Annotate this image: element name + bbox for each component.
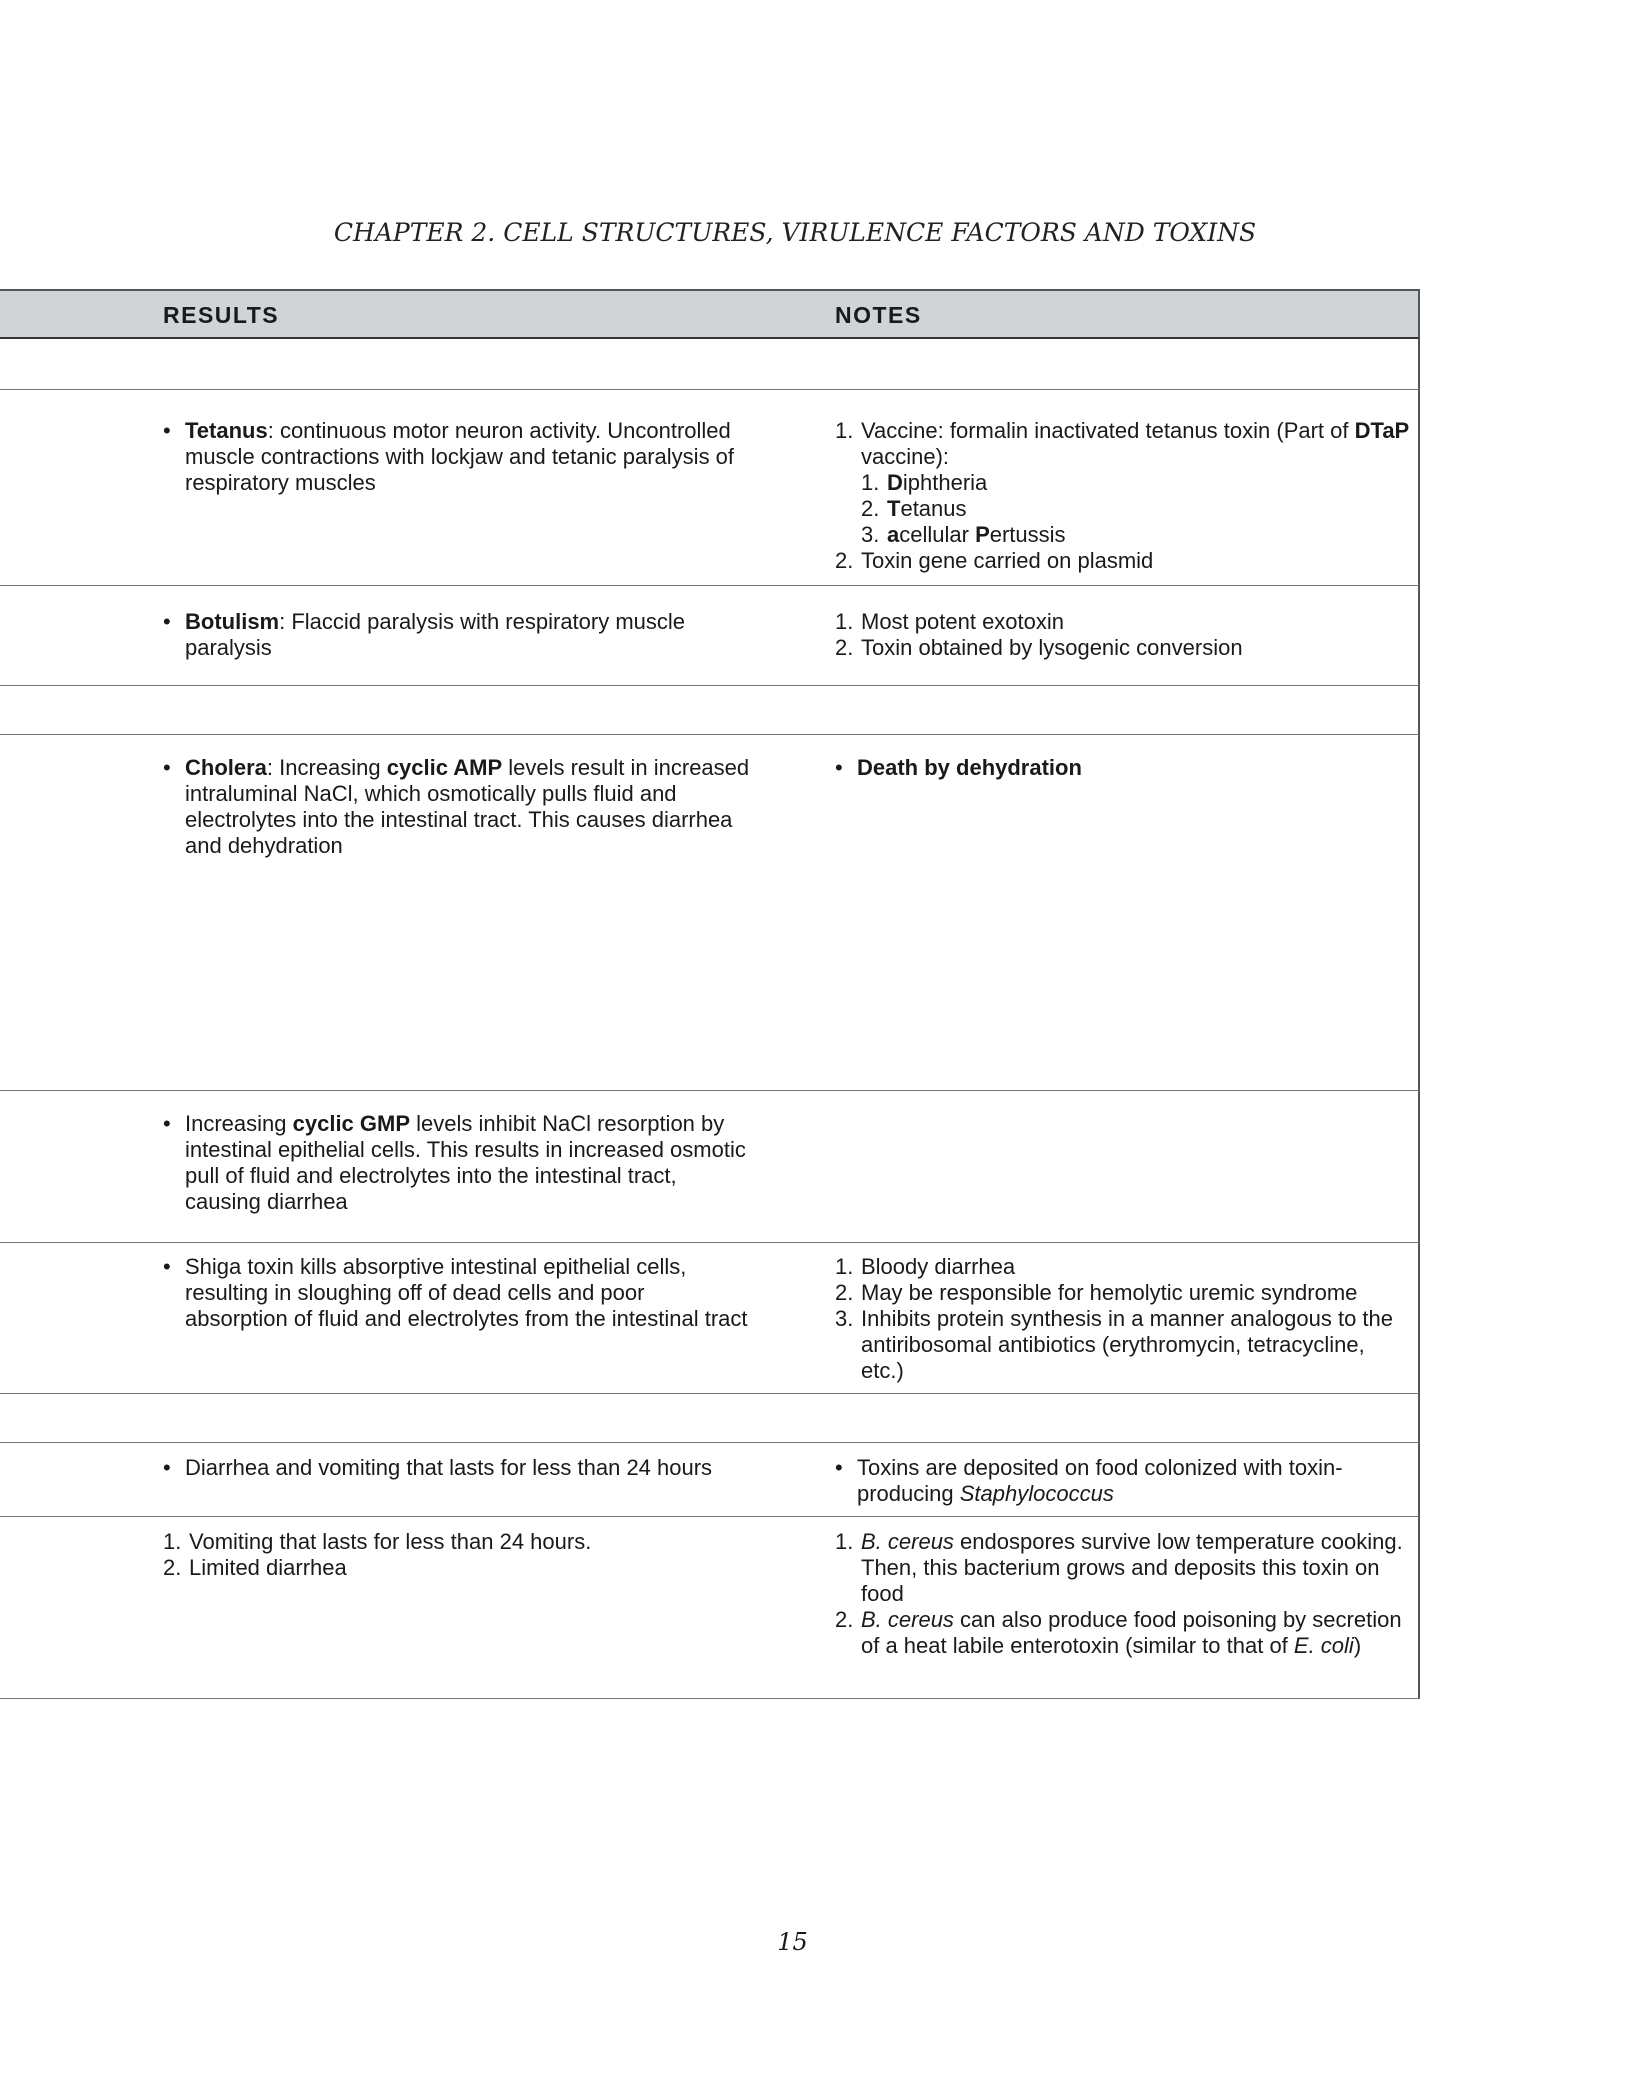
results-cell: • Increasing cyclic GMP levels inhibit NaCl resorption by intestinal epithelial cells. This results in increased osmotic pull of fluid and electrolytes into the intestinal tract, causing diarrhea xyxy=(163,1111,746,1214)
result-text: : continuous motor neuron activity. Uncontrolled muscle contractions with lockjaw and tetanic paralysis of respiratory muscles xyxy=(185,418,735,495)
note-text: Toxins are deposited on food colonized with toxin-producing xyxy=(857,1455,1343,1506)
vaccine-name: DTaP xyxy=(1354,418,1410,443)
result-text: Diarrhea and vomiting that lasts for less than 24 hours xyxy=(185,1455,713,1480)
column-header-notes: NOTES xyxy=(835,302,922,328)
letter: P xyxy=(975,522,990,547)
chapter-heading: CHAPTER 2. CELL STRUCTURES, VIRULENCE FACTORS AND TOXINS xyxy=(333,218,1257,247)
note-text: Vaccine: formalin inactivated tetanus toxin (Part of xyxy=(861,418,1355,443)
letter: T xyxy=(887,496,901,521)
notes-cell: 1. Bloody diarrhea 2. May be responsible for hemolytic uremic syndrome 3. Inhibits protein synthesis in a manner analogous to the antiribosomal antibiotics (erythromycin, tetracycline, etc.) xyxy=(835,1254,1410,1384)
result-text: Shiga toxin kills absorptive intestinal epithelial cells, resulting in sloughing off of dead cells and poor absorption of fluid and electrolytes from the intestinal tract xyxy=(185,1254,748,1331)
result-text: Increasing xyxy=(185,1111,293,1136)
notes-cell: • Toxins are deposited on food colonized with toxin-producing Staphylococcus xyxy=(835,1455,1343,1506)
note-text: May be responsible for hemolytic uremic syndrome xyxy=(861,1280,1358,1305)
result-text: Vomiting that lasts for less than 24 hours. xyxy=(189,1529,592,1554)
messenger-name: cyclic GMP xyxy=(292,1111,411,1136)
note-text: Death by dehydration xyxy=(857,755,1082,780)
toxin-table xyxy=(0,289,1420,1699)
organism-name: B. cereus xyxy=(861,1607,954,1632)
results-cell: • Shiga toxin kills absorptive intestinal epithelial cells, resulting in sloughing off of dead cells and poor absorption of fluid and electrolytes from the intestinal tract xyxy=(163,1254,753,1332)
note-text: Inhibits protein synthesis in a manner analogous to the antiribosomal antibiotics (erythromycin, tetracycline, etc.) xyxy=(861,1306,1393,1383)
table-header xyxy=(0,289,1420,339)
note-text: etanus xyxy=(900,496,967,521)
table-row-tetanus xyxy=(0,390,1420,586)
note-text: Toxin gene carried on plasmid xyxy=(861,548,1154,573)
page-number: 15 xyxy=(777,1928,808,1956)
notes-cell: 1. B. cereus endospores survive low temperature cooking. Then, this bacterium grows and deposits this toxin on food 2. B. cereus can also produce food poisoning by secretion of a heat labile enterotoxin (similar to that of E. coli) xyxy=(835,1529,1403,1658)
organism-name: Staphylococcus xyxy=(959,1481,1114,1506)
spacer-row xyxy=(0,339,1420,390)
bullet: • xyxy=(163,418,171,443)
disease-name: Tetanus xyxy=(185,418,268,443)
disease-name: Botulism xyxy=(185,609,280,634)
spacer-row xyxy=(0,1394,1420,1443)
letter: D xyxy=(887,470,903,495)
note-text: vaccine): xyxy=(861,444,950,469)
result-text: : Increasing xyxy=(266,755,387,780)
table-row-cereus xyxy=(0,1517,1420,1699)
table-row-cgmp xyxy=(0,1091,1420,1243)
result-text: levels result in increased intraluminal NaCl, which osmotically pulls fluid and electrolytes into the intestinal tract. This causes diarrhea and dehydration xyxy=(185,755,750,858)
note-text: Bloody diarrhea xyxy=(861,1254,1016,1279)
note-text: Toxin obtained by lysogenic conversion xyxy=(861,635,1243,660)
messenger-name: cyclic AMP xyxy=(386,755,503,780)
notes-cell: 1. Vaccine: formalin inactivated tetanus toxin (Part of DTaP vaccine): 1. Diphtheria 2. Tetanus 3. acellular Pertussis 2. Toxin gene carried on plasmid xyxy=(835,418,1410,573)
table-row-staph xyxy=(0,1443,1420,1517)
results-cell: 1. Vomiting that lasts for less than 24 hours. 2. Limited diarrhea xyxy=(163,1529,592,1580)
column-header-results: RESULTS xyxy=(163,302,280,328)
table-row-shiga xyxy=(0,1243,1420,1394)
organism-name: E. coli xyxy=(1293,1633,1354,1658)
results-cell: • Botulism: Flaccid paralysis with respiratory muscle paralysis xyxy=(163,609,686,660)
results-cell xyxy=(163,418,753,496)
letter: a xyxy=(887,522,900,547)
result-text: levels inhibit NaCl resorption by intestinal epithelial cells. This results in increased osmotic pull of fluid and electrolytes into the intestinal tract, causing diarrhea xyxy=(185,1111,746,1214)
results-cell: • Diarrhea and vomiting that lasts for less than 24 hours xyxy=(163,1455,713,1480)
organism-name: B. cereus xyxy=(861,1529,954,1554)
spacer-row xyxy=(0,686,1420,735)
notes-cell: 1. Most potent exotoxin 2. Toxin obtained by lysogenic conversion xyxy=(835,609,1243,660)
disease-name: Cholera xyxy=(185,755,267,780)
note-text: iphtheria xyxy=(902,470,988,495)
note-text: endospores survive low temperature cooking. Then, this bacterium grows and deposits this toxin on food xyxy=(861,1529,1403,1606)
note-text: can also produce food poisoning by secretion of a heat labile enterotoxin (similar to that of xyxy=(861,1607,1402,1658)
table-row-botulism xyxy=(0,586,1420,686)
table-row-cholera xyxy=(0,735,1420,1091)
result-text: Limited diarrhea xyxy=(189,1555,347,1580)
note-text: ertussis xyxy=(989,522,1066,547)
notes-cell: • Death by dehydration xyxy=(835,755,1082,780)
result-text: : Flaccid paralysis with respiratory muscle paralysis xyxy=(185,609,686,660)
note-text: ) xyxy=(1353,1633,1362,1658)
results-cell: • Cholera: Increasing cyclic AMP levels result in increased intraluminal NaCl, which osmotically pulls fluid and electrolytes into the intestinal tract. This causes diarrhea and dehydration xyxy=(163,755,750,858)
note-text: cellular xyxy=(899,522,976,547)
note-text: Most potent exotoxin xyxy=(861,609,1065,634)
